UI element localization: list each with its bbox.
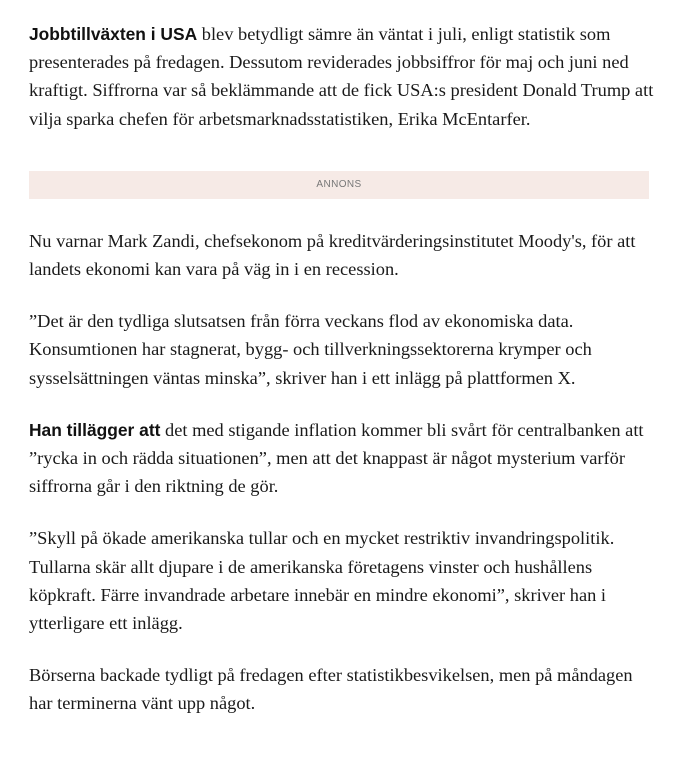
paragraph-text: det med stigande inflation kommer bli svårt för centralbanken att ”rycka in och rädda situationen”, men att det knappast är något mysterium varför siffrorna går i den riktning de gör. [29,419,644,497]
paragraph-intro [29,20,654,133]
paragraph-text: blev betydligt sämre än väntat i juli, enligt statistik som presenterades på fredagen. Dessutom reviderades jobbsiffror för maj och juni ned kraftigt. Siffrorna var så beklämmande att de fick USA:s president Donald Trump att vilja sparka chefen för arbetsmarknadsstatistiken, Erika McEntarfer. [29,24,654,129]
paragraph-quote-2: ”Skyll på ökade amerikanska tullar och en mycket restriktiv invandringspolitik. Tullarna skär allt djupare i de amerikanska företagens vinster och hushållens köpkraft. Färre invandrade arbetare innebär en mindre ekonomi”, skriver han i ytterligare ett inlägg. [29,528,615,634]
ad-banner [29,171,649,199]
paragraph-zandi-warning: Nu varnar Mark Zandi, chefsekonom på kreditvärderingsinstitutet Moody's, för att landets ekonomi kan vara på väg in i en recession. [29,230,636,280]
paragraph-lead: Jobbtillväxten i USA [29,24,198,44]
article-body [29,20,654,718]
paragraph-markets: Börserna backade tydligt på fredagen efter statistikbesvikelsen, men på måndagen har terminerna vänt upp något. [29,665,633,714]
paragraph-lead: Han tillägger att [29,419,161,440]
ad-label: ANNONS [316,179,362,191]
paragraph-quote-1: ”Det är den tydliga slutsatsen från förra veckans flod av ekonomiska data. Konsumtionen har stagnerat, bygg- och tillverkningssektorerna krymper och sysselsättningen väntas minska”, skriver han i ett inlägg på plattformen X. [29,311,592,388]
paragraph-inflation [29,416,654,501]
